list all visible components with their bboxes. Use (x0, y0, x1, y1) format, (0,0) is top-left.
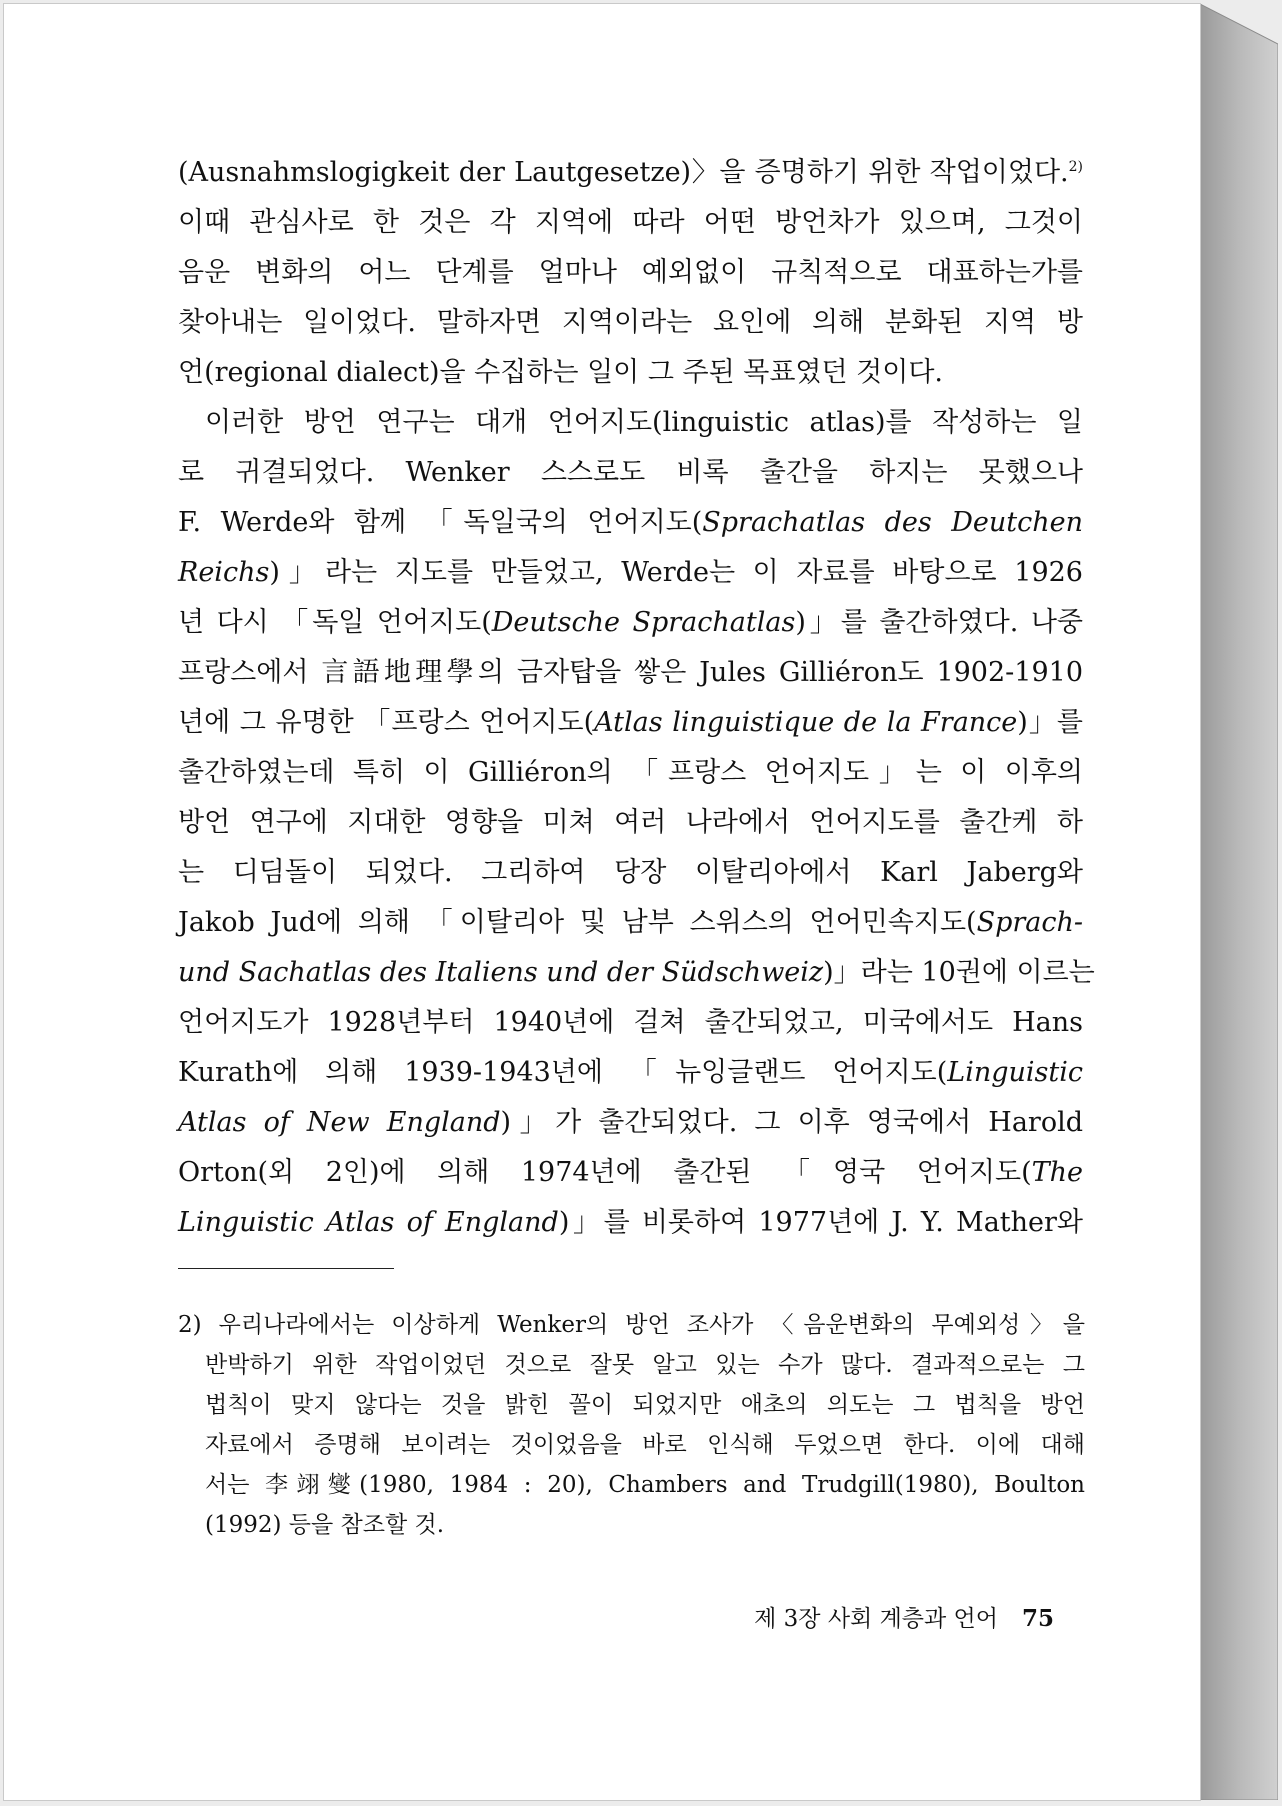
text-line: Orton(외 2인)에 의해 1974년에 출간된 「영국 언어지도(The (178, 1157, 1083, 1188)
text-line: Kurath에 의해 1939-1943년에 「뉴잉글랜드 언어지도(Linguistic (178, 1057, 1083, 1088)
text-line: 언어지도가 1928년부터 1940년에 걸쳐 출간되었고, 미국에서도 Hans (178, 1007, 1083, 1038)
chapter-title: 제 3장 사회 계층과 언어 (754, 1606, 998, 1632)
text-line: F. Werde와 함께 「독일국의 언어지도(Sprachatlas des Deutchen (178, 507, 1083, 538)
text-line: 년에 그 유명한 「프랑스 언어지도(Atlas linguistique de la France)」를 (178, 707, 1083, 738)
footnote-reference: 2) (1068, 159, 1083, 175)
text-line: Jakob Jud에 의해 「이탈리아 및 남부 스위스의 언어민속지도(Sprach- (178, 907, 1083, 938)
text-line: 언(regional dialect)을 수집하는 일이 그 주된 목표였던 것이다. (178, 357, 943, 388)
main-paragraphs (178, 148, 1095, 1248)
footnote-line: (1992) 등을 참조할 것. (205, 1512, 445, 1538)
text-line: Linguistic Atlas of England)」를 비롯하여 1977년에 J. Y. Mather와 (178, 1207, 1083, 1238)
page-number: 75 (1021, 1605, 1054, 1632)
body-text-block (178, 148, 1095, 1248)
footnote-line: 반박하기 위한 작업이었던 것으로 잘못 알고 있는 수가 많다. 결과적으로는 그 (205, 1352, 1085, 1378)
text-line: 이때 관심사로 한 것은 각 지역에 따라 어떤 방언차가 있으며, 그것이 (178, 207, 1083, 238)
text-line: 로 귀결되었다. Wenker 스스로도 비록 출간을 하지는 못했으나 (178, 457, 1083, 488)
text-line: Reichs)」라는 지도를 만들었고, Werde는 이 자료를 바탕으로 1926 (178, 557, 1083, 588)
text-line: 는 디딤돌이 되었다. 그리하여 당장 이탈리아에서 Karl Jaberg와 (178, 857, 1083, 888)
text-line: 출간하였는데 특히 이 Gilliéron의 「프랑스 언어지도」는 이 이후의 (178, 757, 1083, 788)
footnote-block (178, 1305, 1085, 1545)
text-line: 이러한 방언 연구는 대개 언어지도(linguistic atlas)를 작성하는 일 (205, 407, 1083, 438)
text-line: 방언 연구에 지대한 영향을 미쳐 여러 나라에서 언어지도를 출간케 하 (178, 807, 1083, 838)
text-line: 년 다시 「독일 언어지도(Deutsche Sprachatlas)」를 출간하였다. 나중 (178, 607, 1084, 638)
footnote-line: 자료에서 증명해 보이려는 것이었음을 바로 인식해 두었으면 한다. 이에 대해 (205, 1432, 1085, 1458)
footnote-line: 2) 우리나라에서는 이상하게 Wenker의 방언 조사가 〈음운변화의 무예외성〉을 (178, 1312, 1085, 1338)
text-line: 찾아내는 일이었다. 말하자면 지역이라는 요인에 의해 분화된 지역 방 (178, 307, 1083, 338)
text-line: Atlas of New England)」가 출간되었다. 그 이후 영국에서 Harold (178, 1107, 1083, 1138)
running-footer (754, 1600, 1054, 1633)
text-line: und Sachatlas des Italiens und der Südschweiz)」라는 10권에 이르는 (178, 957, 1095, 988)
book-page-edge (1200, 4, 1278, 1800)
footnote-divider (178, 1268, 394, 1269)
text-line: 프랑스에서 言語地理學의 금자탑을 쌓은 Jules Gilliéron도 1902-1910 (178, 657, 1083, 688)
text-line: 음운 변화의 어느 단계를 얼마나 예외없이 규칙적으로 대표하는가를 (178, 257, 1083, 288)
footnote-line: 법칙이 맞지 않다는 것을 밝힌 꼴이 되었지만 애초의 의도는 그 법칙을 방언 (205, 1392, 1085, 1418)
footnote-line: 서는 李翊燮(1980, 1984 : 20), Chambers and Trudgill(1980), Boulton (205, 1472, 1085, 1498)
text-line: (Ausnahmslogigkeit der Lautgesetze)〉을 증명하기 위한 작업이었다.$^{2)}$ (178, 157, 1083, 188)
